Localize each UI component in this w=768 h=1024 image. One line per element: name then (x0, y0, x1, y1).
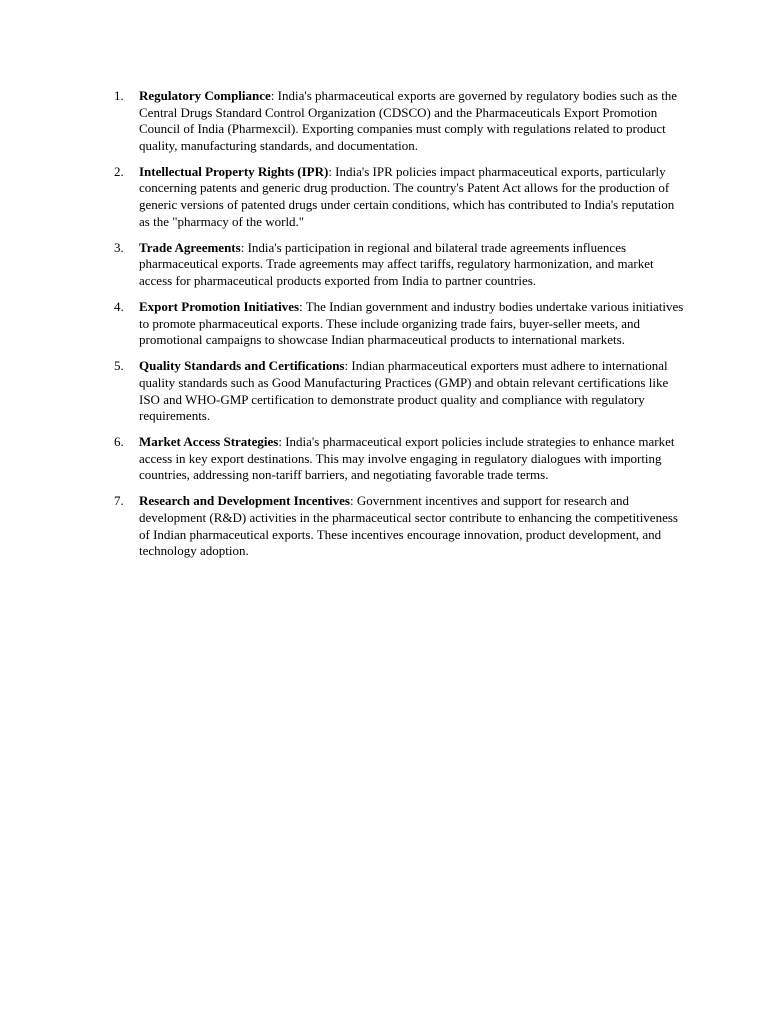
list-item-term: Export Promotion Initiatives (139, 299, 300, 315)
list-item-term: Regulatory Compliance (139, 88, 271, 103)
list-item (114, 240, 684, 290)
list-item-text: : The Indian government and industry bodies undertake various initiatives to promote pharmaceutical exports. These include organizing trade fairs, buyer-seller meets, and promotional campaigns to showcase Indian pharmaceutical products to international markets. (139, 299, 684, 348)
list-item (114, 88, 684, 154)
list-item (114, 434, 684, 484)
list-item-term: Quality Standards and Certifications (139, 358, 345, 374)
list-item-term: Research and Development Incentives (139, 493, 350, 509)
list-item-term: Intellectual Property Rights (IPR) (139, 163, 329, 179)
list-item-text: : India's IPR policies impact pharmaceutical exports, particularly concerning patents and generic drug production. The country's Patent Act allows for the production of generic versions of patented drugs under certain conditions, which has contributed to India's reputation as the "pharmacy of the world." (139, 163, 675, 229)
numbered-list (114, 88, 684, 569)
list-item-number: 3. (114, 239, 124, 255)
list-item-term: Market Access Strategies (139, 434, 279, 450)
list-item-text: : India's participation in regional and bilateral trade agreements influences pharmaceutical exports. Trade agreements may affect tariffs, regulatory harmonization, and market access for pharmaceutical products exported from India to partner countries. (139, 239, 654, 288)
list-item-text: : Indian pharmaceutical exporters must adhere to international quality standards such as Good Manufacturing Practices (GMP) and obtain relevant certifications like ISO and WHO-GMP certification to demonstrate product quality and compliance with regulatory requirements. (139, 358, 669, 424)
list-item-number: 4. (114, 299, 124, 315)
list-item (114, 299, 684, 349)
list-item (114, 358, 684, 424)
list-item-number: 6. (114, 434, 124, 450)
list-item-term: Trade Agreements (139, 239, 241, 255)
list-item-text: : Government incentives and support for research and development (R&D) activities in the pharmaceutical sector contribute to enhancing the competitiveness of Indian pharmaceutical exports. These incentives encourage innovation, product development, and technology adoption. (139, 493, 678, 559)
list-item (114, 164, 684, 230)
list-item-text: : India's pharmaceutical export policies include strategies to enhance market access in key export destinations. This may involve engaging in regulatory dialogues with importing countries, addressing non-tariff barriers, and negotiating favorable trade terms. (139, 434, 675, 483)
list-item-number: 7. (114, 493, 124, 509)
list-item-number: 5. (114, 358, 124, 374)
list-item-number: 1. (114, 88, 124, 103)
list-item (114, 493, 684, 559)
list-item-number: 2. (114, 163, 124, 179)
list-item-text: : India's pharmaceutical exports are governed by regulatory bodies such as the Central Drugs Standard Control Organization (CDSCO) and the Pharmaceuticals Export Promotion Council of India (Pharmexcil). Exporting companies must comply with regulations related to product quality, manufacturing standards, and documentation. (139, 88, 678, 153)
